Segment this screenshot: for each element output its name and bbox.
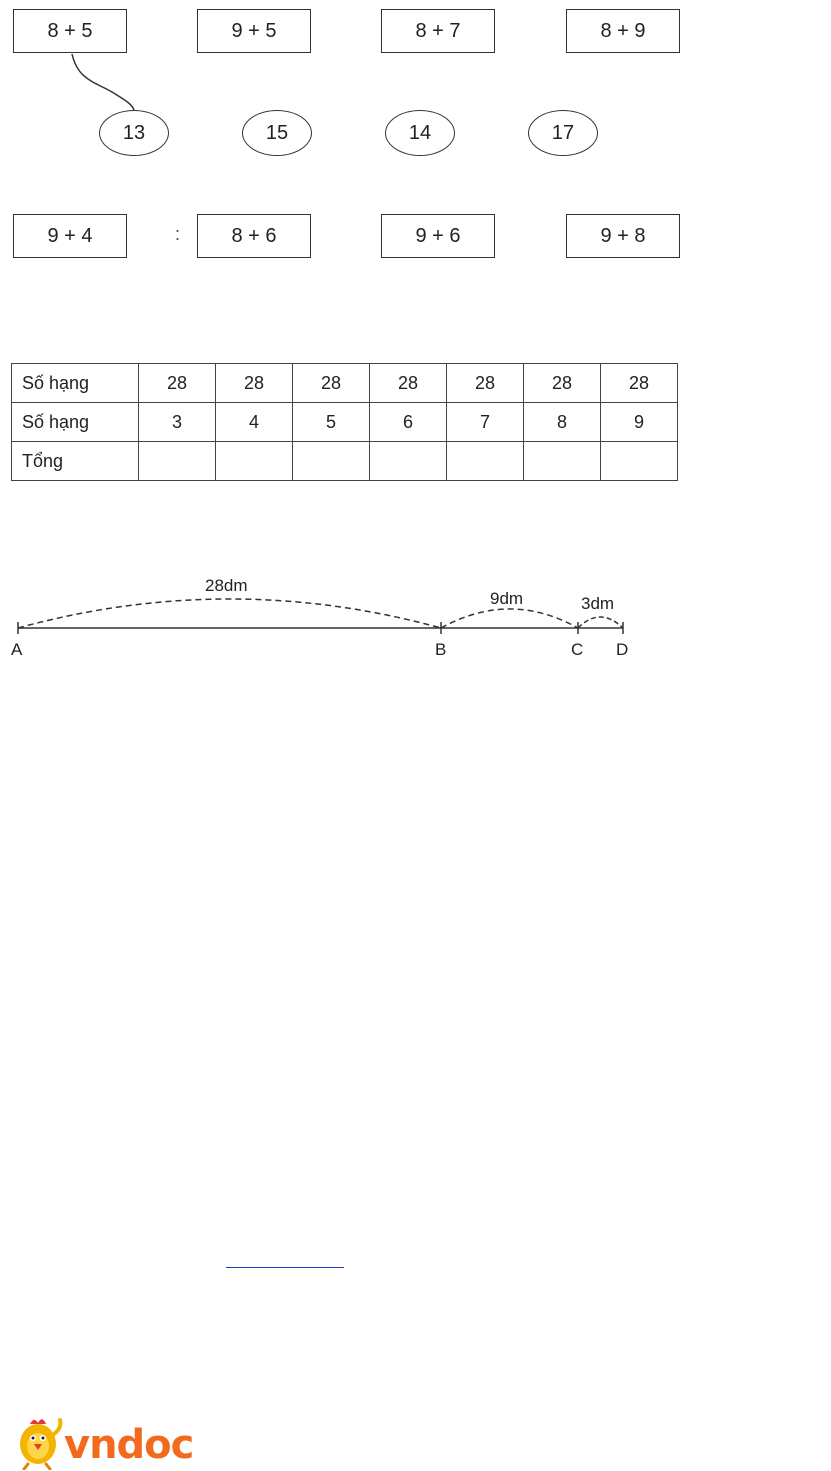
table-cell: 28	[216, 364, 293, 403]
row-label: Số hạng	[12, 403, 139, 442]
table-cell: 28	[601, 364, 678, 403]
table-cell: 5	[293, 403, 370, 442]
point-a-label: A	[11, 640, 23, 659]
bottom-expression-box[interactable]: 8 + 6	[197, 214, 311, 258]
length-cd-label: 3dm	[581, 594, 615, 613]
row-label: Tổng	[12, 442, 139, 481]
answer-cell[interactable]	[447, 442, 524, 481]
answer-cell[interactable]	[524, 442, 601, 481]
vndoc-logo[interactable]	[8, 1414, 228, 1470]
point-d-label: D	[616, 640, 629, 659]
bottom-expression-box[interactable]: 9 + 8	[566, 214, 680, 258]
table-cell: 28	[524, 364, 601, 403]
table-cell: 6	[370, 403, 447, 442]
result-oval[interactable]: 14	[385, 110, 455, 156]
table-cell: 3	[139, 403, 216, 442]
bottom-expression-box[interactable]: 9 + 6	[381, 214, 495, 258]
table-row	[12, 442, 678, 481]
answer-cell[interactable]	[139, 442, 216, 481]
point-b-label: B	[435, 640, 447, 659]
result-oval[interactable]: 13	[99, 110, 169, 156]
length-ab-label: 28dm	[205, 576, 248, 595]
answer-cell[interactable]	[293, 442, 370, 481]
table-cell: 9	[601, 403, 678, 442]
table-row	[12, 403, 678, 442]
result-oval[interactable]: 15	[242, 110, 312, 156]
result-oval[interactable]: 17	[528, 110, 598, 156]
table-cell: 28	[139, 364, 216, 403]
arc-cd	[578, 617, 623, 628]
table-cell: 28	[447, 364, 524, 403]
row-label: Số hạng	[12, 364, 139, 403]
table-cell: 8	[524, 403, 601, 442]
top-expression-box[interactable]: 8 + 5	[13, 9, 127, 53]
stray-mark: :	[175, 224, 181, 244]
top-expression-box[interactable]: 8 + 7	[381, 9, 495, 53]
top-expression-box[interactable]: 8 + 9	[566, 9, 680, 53]
bottom-expression-box[interactable]: 9 + 4	[13, 214, 127, 258]
chicken-mascot-icon	[20, 1419, 60, 1469]
segment-diagram	[0, 560, 700, 670]
answer-cell[interactable]	[370, 442, 447, 481]
point-c-label: C	[571, 640, 584, 659]
table-cell: 28	[370, 364, 447, 403]
logo-text: vndoc	[64, 1422, 194, 1468]
arc-ab	[18, 599, 441, 628]
table-cell: 7	[447, 403, 524, 442]
table-cell: 28	[293, 364, 370, 403]
hyperlink-underline[interactable]	[226, 1267, 344, 1268]
answer-cell[interactable]	[216, 442, 293, 481]
length-bc-label: 9dm	[490, 589, 524, 608]
answer-cell[interactable]	[601, 442, 678, 481]
connector-8plus5-to-13	[72, 54, 134, 110]
table-cell: 4	[216, 403, 293, 442]
top-expression-box[interactable]: 9 + 5	[197, 9, 311, 53]
arc-bc	[441, 609, 578, 628]
table-row	[12, 364, 678, 403]
sum-table	[11, 363, 678, 481]
